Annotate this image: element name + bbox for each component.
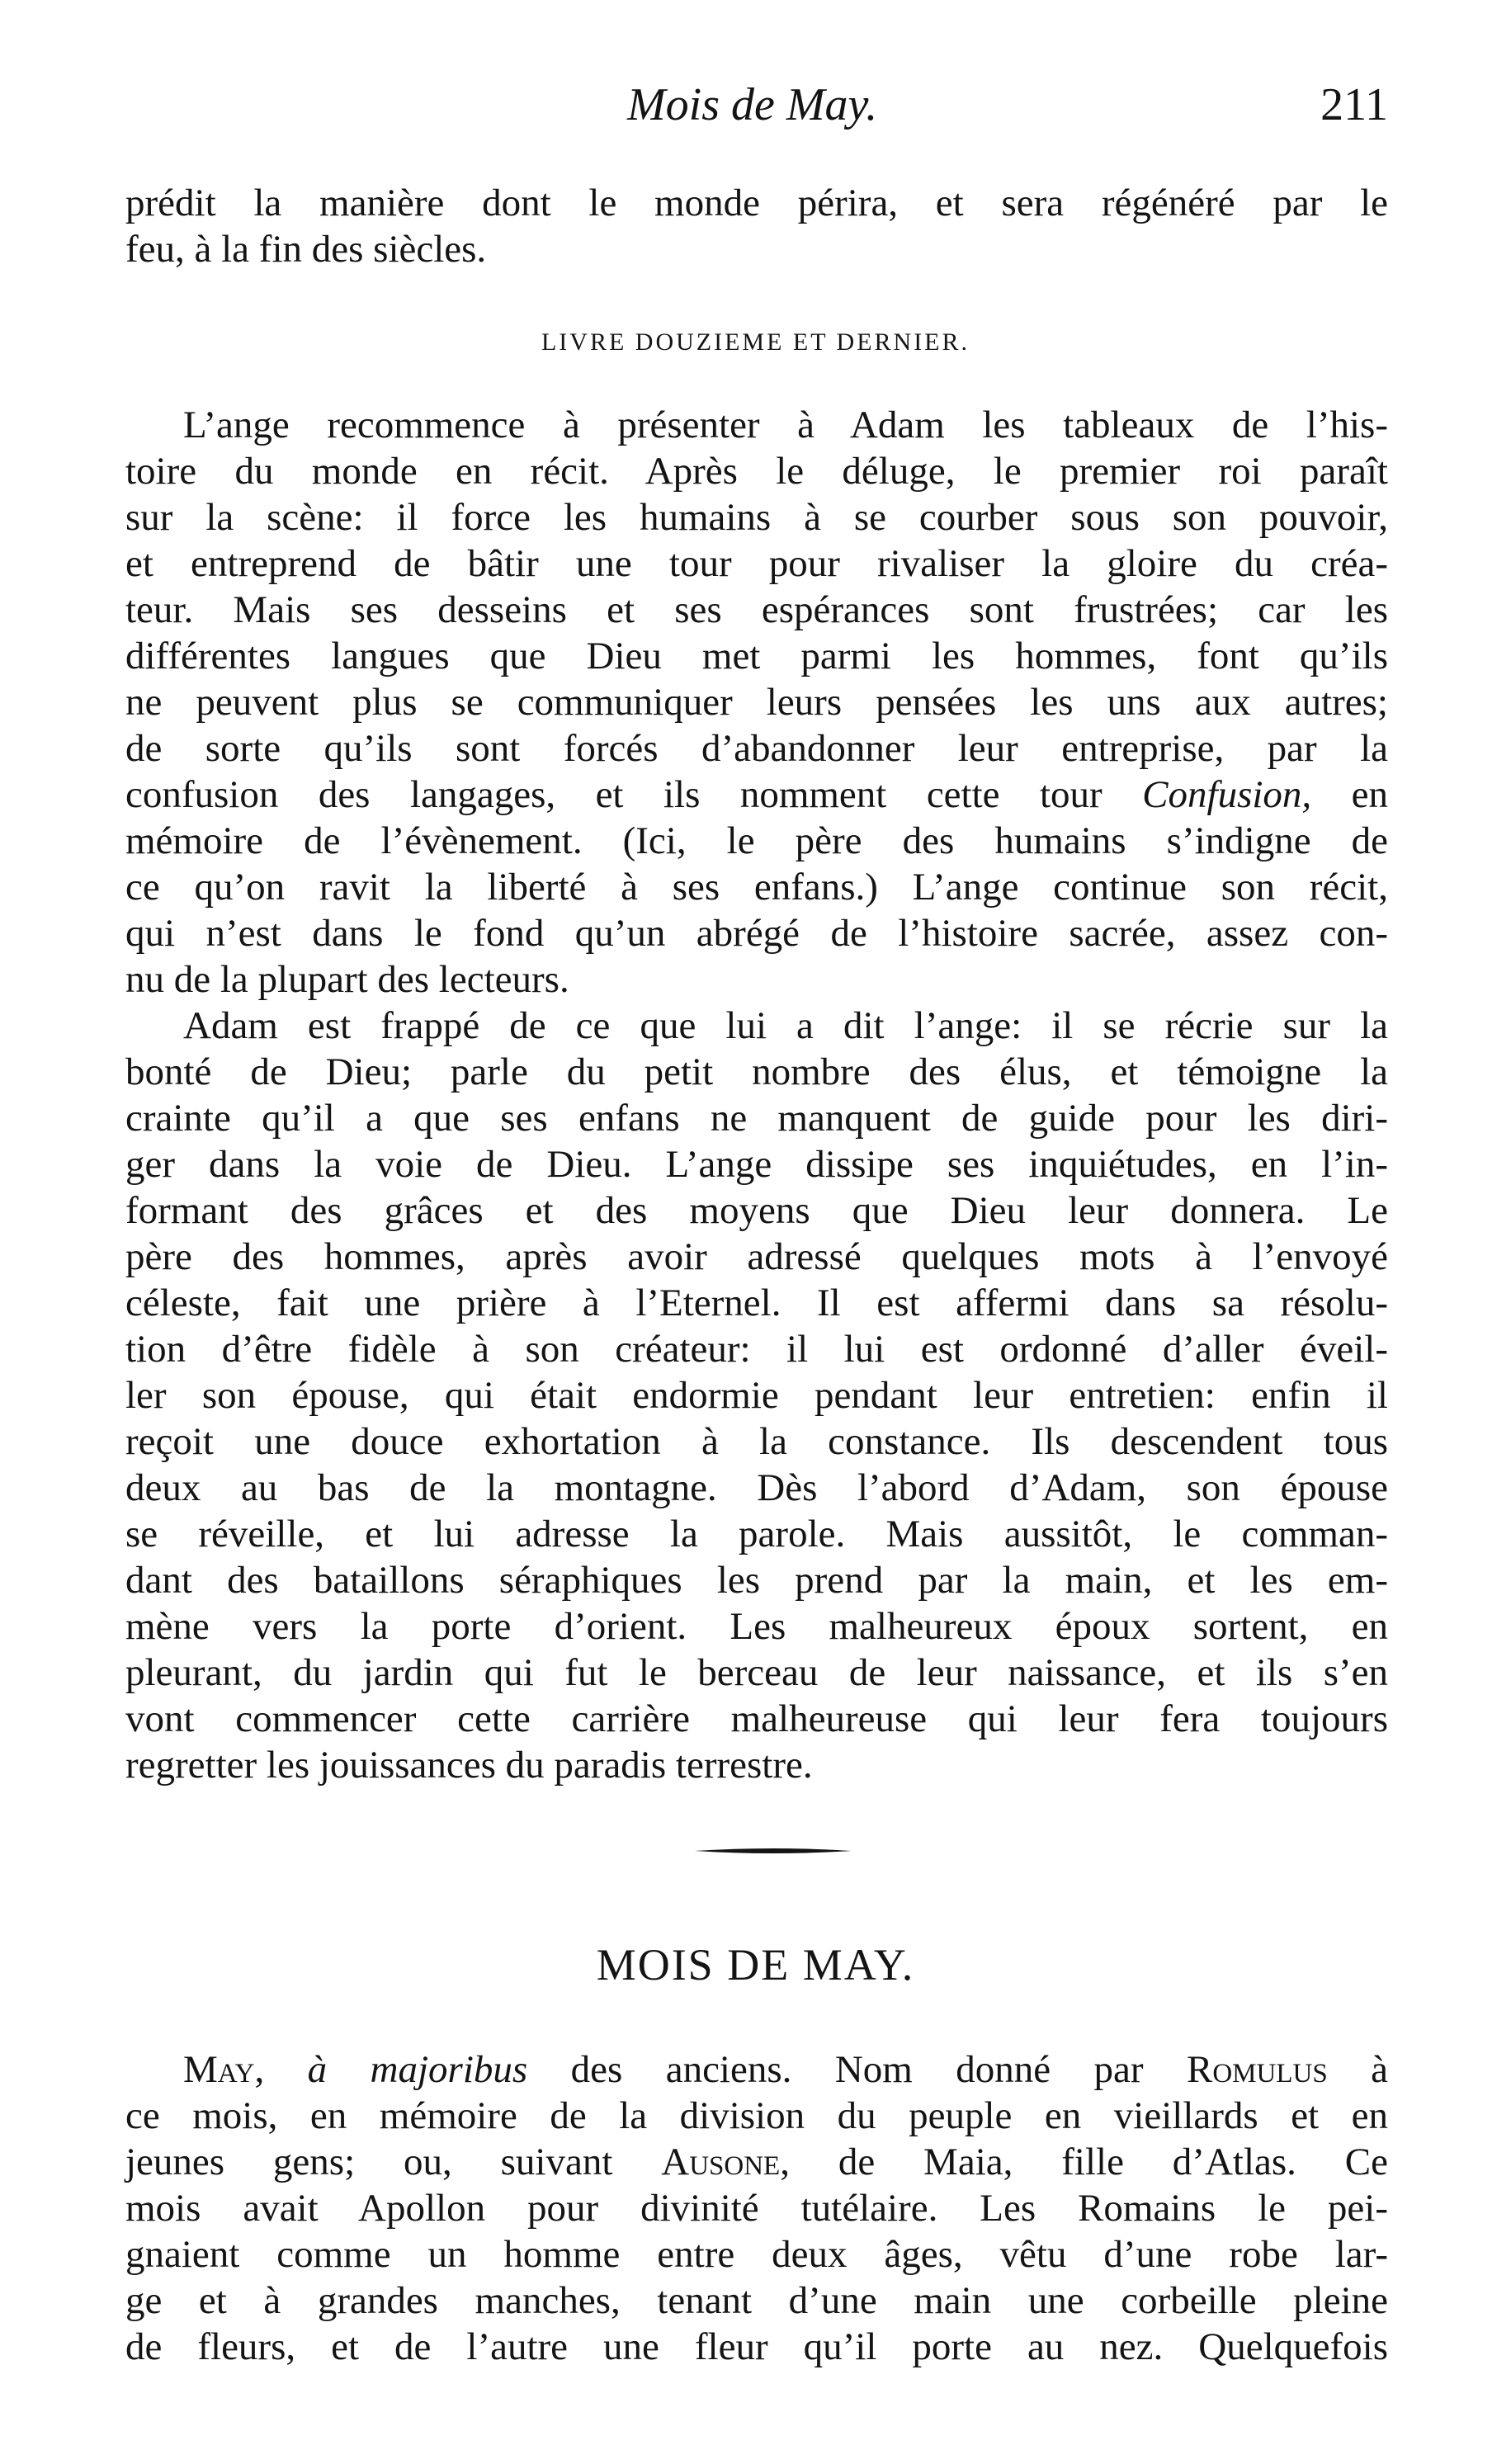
text-line: toire du monde en récit. Après le déluge, le premier roi paraît: [125, 450, 1388, 493]
text-segment: des anciens. Nom donné par: [527, 2048, 1187, 2091]
text-line: regretter les jouissances du paradis terrestre.: [125, 1744, 813, 1787]
text-line: crainte qu’il a que ses enfans ne manquent de guide pour les diri-: [125, 1097, 1388, 1140]
headword: May: [183, 2048, 255, 2091]
text-line: et entreprend de bâtir une tour pour rivaliser la gloire du créa-: [125, 542, 1388, 585]
text-line: ger dans la voie de Dieu. L’ange dissipe ses inquiétudes, en l’in-: [125, 1143, 1388, 1186]
text-line: vont commencer cette carrière malheureuse qui leur fera toujours: [125, 1697, 1388, 1740]
text-line: de fleurs, et de l’autre une fleur qu’il porte au nez. Quelquefois: [125, 2325, 1388, 2368]
text-line: gnaient comme un homme entre deux âges, vêtu d’une robe lar-: [125, 2233, 1388, 2276]
text-line: feu, à la fin des siècles.: [125, 228, 487, 271]
text-line: pleurant, du jardin qui fut le berceau de leur naissance, et ils s’en: [125, 1651, 1388, 1694]
text-line: céleste, fait une prière à l’Eternel. Il est affermi dans sa résolu-: [125, 1282, 1388, 1324]
text-line: ne peuvent plus se communiquer leurs pensées les uns aux autres;: [125, 681, 1388, 724]
text-line: ce qu’on ravit la liberté à ses enfans.) L’ange continue son récit,: [125, 866, 1388, 909]
text-line: père des hommes, après avoir adressé quelques mots à l’envoyé: [125, 1235, 1388, 1278]
text-line: prédit la manière dont le monde périra, et sera régénéré par le: [125, 182, 1388, 224]
text-line: de sorte qu’ils sont forcés d’abandonner leur entreprise, par la: [125, 727, 1388, 770]
text-line: ce mois, en mémoire de la division du peuple en vieillards et en: [125, 2094, 1388, 2137]
text-segment: jeunes gens; ou, suivant: [125, 2141, 662, 2183]
proper-name: Ausone: [661, 2141, 781, 2183]
text-line: [125, 772, 1388, 818]
section-title: MOIS DE MAY.: [596, 1940, 915, 1990]
text-line: teur. Mais ses desseins et ses espérances sont frustrées; car les: [125, 588, 1388, 631]
text-line: tion d’être fidèle à son créateur: il lui est ordonné d’aller éveil-: [125, 1328, 1388, 1371]
italic-term: à majoribus: [307, 2048, 528, 2091]
text-line: deux au bas de la montagne. Dès l’abord d’Adam, son épouse: [125, 1466, 1388, 1509]
text-segment: en: [1311, 773, 1388, 816]
page-number: 211: [1320, 79, 1388, 130]
text-line: formant des grâces et des moyens que Dieu leur donnera. Le: [125, 1189, 1388, 1232]
running-head-title: Mois de May.: [627, 79, 878, 130]
proper-name: Romulus: [1187, 2048, 1328, 2091]
text-line: différentes langues que Dieu met parmi les hommes, font qu’ils: [125, 635, 1388, 677]
ornamental-rule: [695, 1847, 852, 1855]
text-line: qui n’est dans le fond qu’un abrégé de l’histoire sacrée, assez con-: [125, 912, 1388, 955]
text-line: L’ange recommence à présenter à Adam les tableaux de l’his-: [183, 404, 1388, 446]
text-line: bonté de Dieu; parle du petit nombre des élus, et témoigne la: [125, 1050, 1388, 1093]
text-line: [125, 2139, 1388, 2185]
text-line: dant des bataillons séraphiques les prend par la main, et les em-: [125, 1559, 1388, 1602]
text-line: reçoit une douce exhortation à la constance. Ils descendent tous: [125, 1420, 1388, 1463]
text-line: ler son épouse, qui était endormie pendant leur entretien: enfin il: [125, 1374, 1388, 1417]
text-line: sur la scène: il force les humains à se courber sous son pouvoir,: [125, 496, 1388, 539]
text-line: Adam est frappé de ce que lui a dit l’ange: il se récrie sur la: [183, 1004, 1388, 1047]
text-segment: confusion des langages, et ils nomment cette tour: [125, 773, 1103, 816]
text-segment: , de Maia, fille d’Atlas. Ce: [780, 2141, 1388, 2183]
text-line: nu de la plupart des lecteurs.: [125, 958, 569, 1001]
text-line: mémoire de l’évènement. (Ici, le père des humains s’indigne de: [125, 819, 1388, 862]
text-segment: à: [1327, 2048, 1388, 2091]
text-line: ge et à grandes manches, tenant d’une main une corbeille pleine: [125, 2279, 1388, 2322]
text-line: mène vers la porte d’orient. Les malheureux époux sortent, en: [125, 1605, 1388, 1648]
text-line: mois avait Apollon pour divinité tutélaire. Les Romains le pei-: [125, 2187, 1388, 2230]
book-heading: LIVRE DOUZIEME ET DERNIER.: [541, 328, 970, 356]
running-head: [125, 78, 1388, 136]
text-line: se réveille, et lui adresse la parole. Mais aussitôt, le comman-: [125, 1513, 1388, 1555]
text-line: [183, 2046, 1388, 2093]
italic-term: Confusion,: [1142, 773, 1312, 816]
text-segment: ,: [254, 2048, 308, 2091]
